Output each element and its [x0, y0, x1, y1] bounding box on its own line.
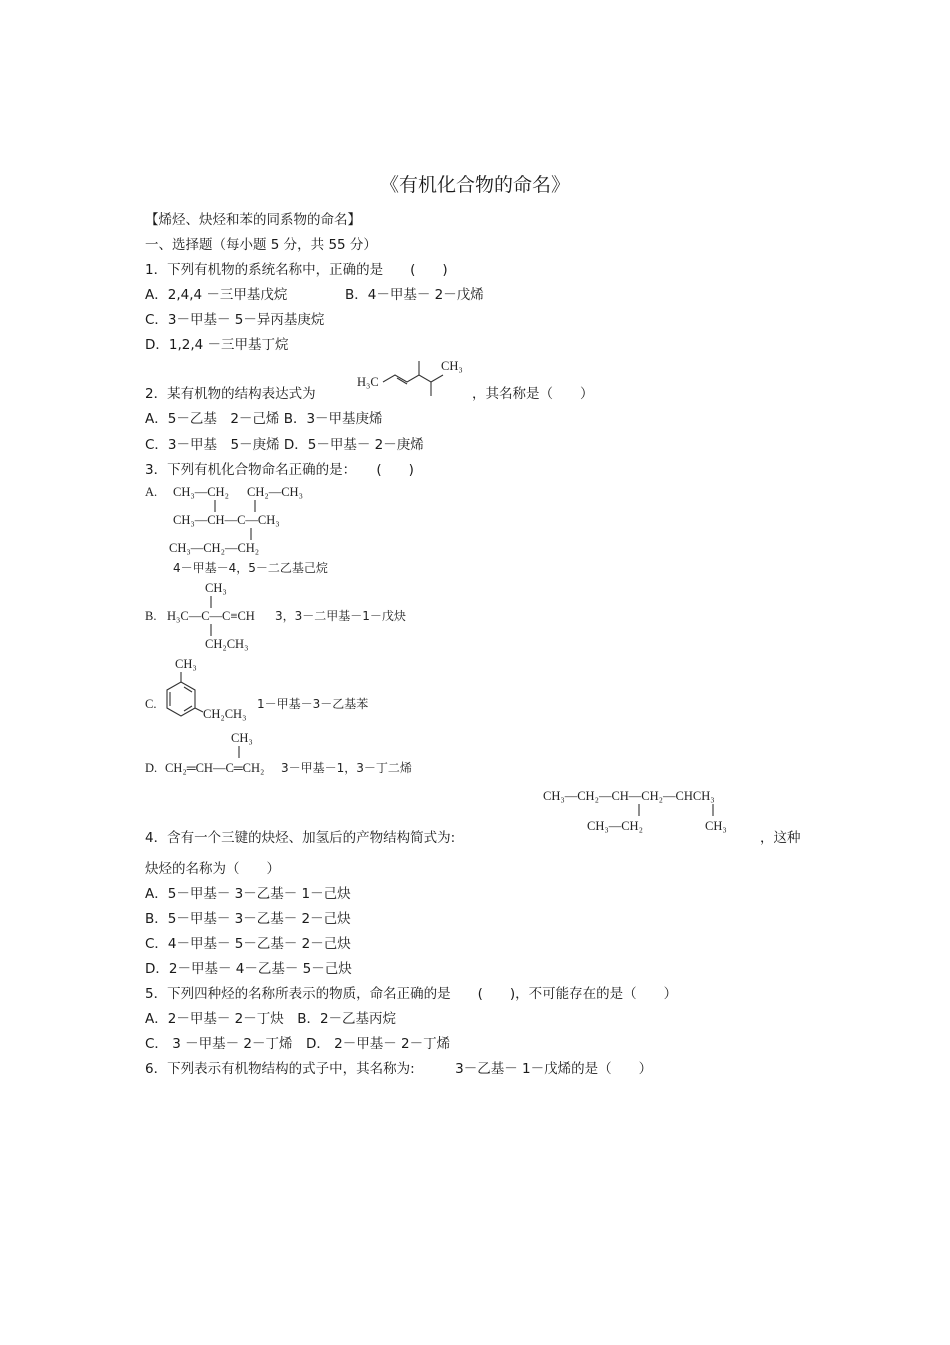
q3-a-row1-left: CH₃—CH₂	[173, 485, 229, 499]
q2-ch3-label: CH₃	[441, 359, 463, 373]
q2-h3c-label: H₃C	[357, 375, 379, 389]
q5-option-cd: C． 3 －甲基－ 2－丁烯 D． 2－甲基－ 2－丁烯	[145, 1036, 451, 1052]
q4-stem2: 炔烃的名称为（ ）	[145, 861, 280, 877]
q6-stem: 6．下列表示有机物结构的式子中，其名称为: 3－乙基－ 1－戊烯的是（ ）	[145, 1061, 653, 1077]
q2-stem: 2．某有机物的结构表达式为	[145, 386, 316, 402]
q4-stem-end: ，这种	[760, 830, 801, 846]
part-heading: 一、选择题（每小题 5 分，共 55 分）	[145, 237, 377, 253]
q3-option-b-name: 3，3－二甲基－1－戊炔	[275, 609, 406, 623]
q4-ethyl-branch: CH₃—CH₂	[587, 819, 643, 833]
section-heading: 【烯烃、炔烃和苯的同系物的命名】	[145, 212, 361, 228]
q3-structures	[143, 482, 423, 777]
q4-option-a: A．5－甲基－ 3－乙基－ 1－己炔	[145, 886, 351, 902]
q3-option-d-label: D.	[145, 761, 158, 775]
q4-stem: 4．含有一个三键的炔烃、加氢后的产物结构简式为:	[145, 830, 456, 846]
q3-option-c-label: C.	[145, 697, 157, 711]
q3-c-ch3: CH₃	[175, 657, 197, 671]
q1-option-c: C．3－甲基－ 5－异丙基庚烷	[145, 312, 325, 328]
q4-option-b: B．5－甲基－ 3－乙基－ 2－己炔	[145, 911, 351, 927]
q5-stem: 5．下列四种烃的名称所表示的物质，命名正确的是 ( )，不可能存在的是（ ）	[145, 986, 678, 1002]
q3-d-ch3: CH₃	[231, 731, 253, 745]
q3-b-bottom: CH₂CH₃	[205, 637, 249, 651]
q3-option-a-label: A.	[145, 485, 158, 499]
q4-option-c: C．4－甲基－ 5－乙基－ 2－己炔	[145, 936, 351, 952]
q2-stem-end: ，其名称是（ ）	[472, 386, 594, 402]
q3-option-c-name: 1－甲基－3－乙基苯	[257, 697, 369, 711]
q3-a-row3: CH₃—CH₂—CH₂	[169, 541, 260, 555]
q3-c-ethyl: CH₂CH₃	[203, 707, 247, 721]
q3-b-top-ch3: CH₃	[205, 581, 227, 595]
q3-option-a-name: 4－甲基－4，5－二乙基己烷	[173, 561, 328, 575]
q2-option-ab: A．5－乙基 2－己烯 B．3－甲基庚烯	[145, 411, 383, 427]
q2-option-cd: C．3－甲基 5－庚烯 D．5－甲基－ 2－庚烯	[145, 437, 424, 453]
q4-structure	[543, 786, 758, 838]
q1-stem: 1．下列有机物的系统名称中，正确的是 ( )	[145, 262, 448, 278]
q3-option-d-name: 3－甲基－1，3－丁二烯	[281, 761, 412, 775]
q4-methyl-branch: CH₃	[705, 819, 727, 833]
q4-main-chain: CH₃—CH₂—CH—CH₂—CHCH₃	[543, 789, 715, 803]
q1-option-d: D．1,2,4 －三甲基丁烷	[145, 337, 289, 353]
q1-option-a: A．2,4,4 －三甲基戊烷	[145, 287, 288, 303]
q2-structure	[355, 358, 470, 403]
q3-option-b-label: B.	[145, 609, 157, 623]
q4-option-d: D．2－甲基－ 4－乙基－ 5－己炔	[145, 961, 352, 977]
q3-b-main: H₃C—C—C≡CH	[167, 609, 255, 623]
page-title: 《有机化合物的命名》	[379, 174, 570, 196]
q3-a-row2: CH₃—CH—C—CH₃	[173, 513, 280, 527]
q1-option-b: B．4－甲基－ 2－戊烯	[345, 287, 484, 303]
q3-d-main: CH₂═CH—C═CH₂	[165, 761, 265, 775]
q5-option-ab: A．2－甲基－ 2－丁炔 B．2－乙基丙烷	[145, 1011, 397, 1027]
q3-stem: 3．下列有机化合物命名正确的是： ( )	[145, 462, 414, 478]
q3-a-row1-right: CH₂—CH₃	[247, 485, 303, 499]
